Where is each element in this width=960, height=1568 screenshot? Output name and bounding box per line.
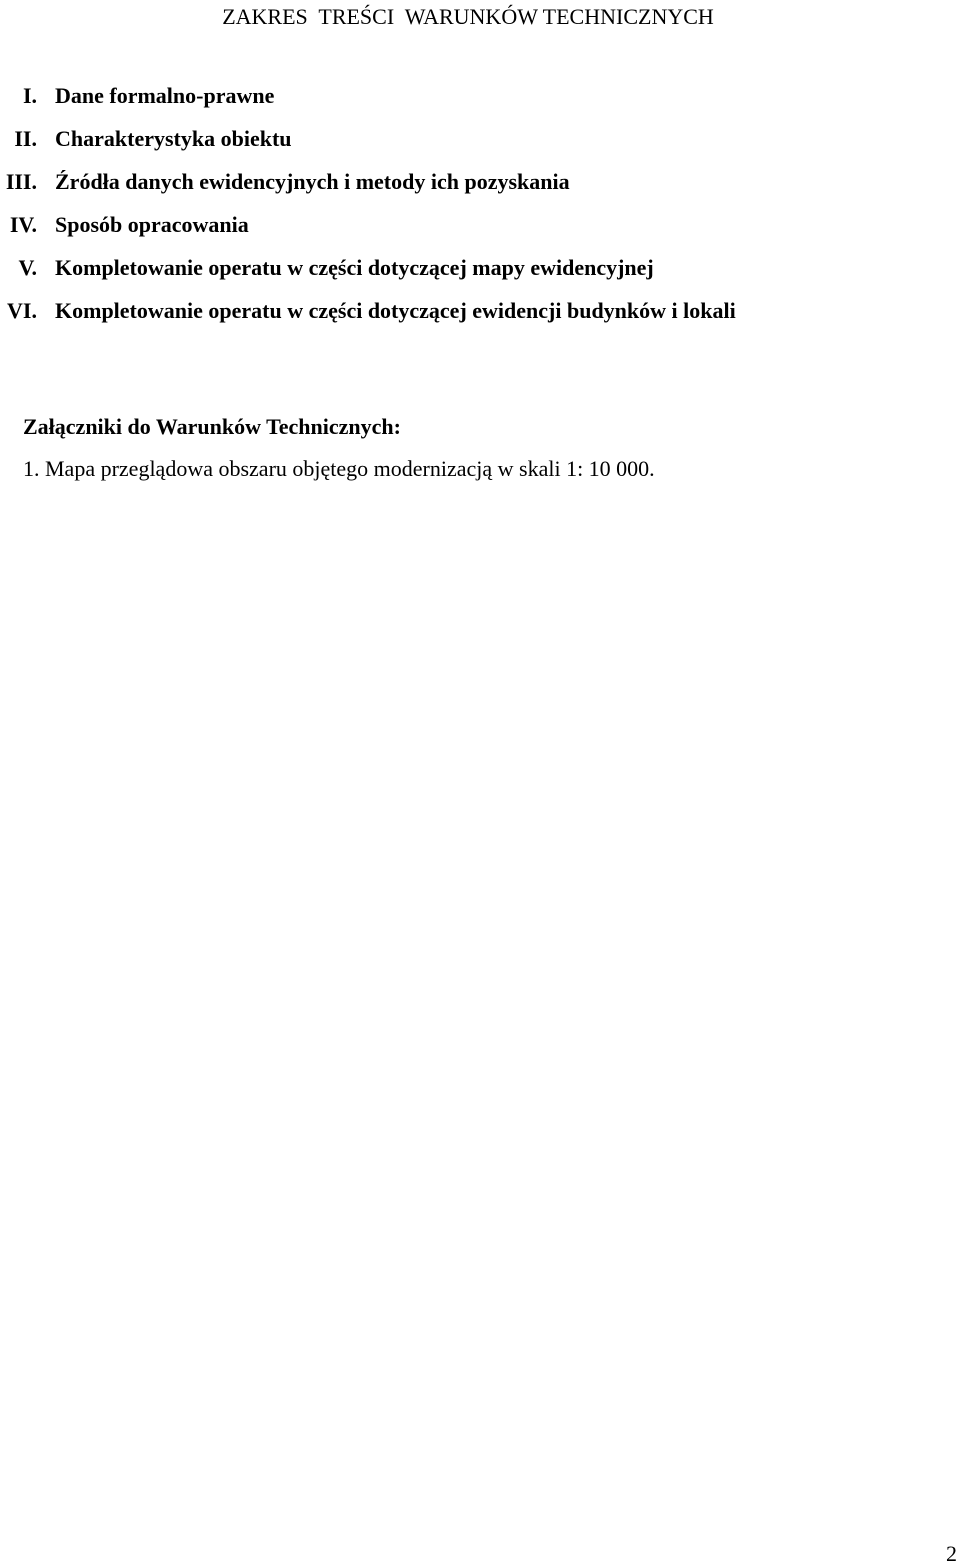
toc-numeral: I. [22,83,37,108]
page-number: 2 [946,1541,957,1566]
toc-numeral: II. [14,126,37,151]
toc-numeral: IV. [9,212,37,237]
toc-text: Kompletowanie operatu w części dotyczącej ewidencji budynków i lokali [55,298,736,323]
toc-numeral: III. [5,169,37,194]
toc-numeral: V. [18,255,37,280]
toc-item-1 [0,78,940,121]
attachments-heading: Załączniki do Warunków Technicznych: [23,414,401,439]
table-of-contents [0,78,940,336]
page-title: ZAKRES TREŚCI WARUNKÓW TECHNICZNYCH [222,4,714,29]
attachment-item: 1. Mapa przeglądowa obszaru objętego modernizacją w skali 1: 10 000. [23,456,655,481]
toc-item-5 [0,250,940,293]
toc-item-4 [0,207,940,250]
toc-text: Dane formalno-prawne [55,83,275,108]
toc-text: Sposób opracowania [55,212,249,237]
toc-numeral: VI. [7,298,37,323]
toc-item-2 [0,121,940,164]
toc-text: Charakterystyka obiektu [55,126,292,151]
toc-text: Kompletowanie operatu w części dotyczącej mapy ewidencyjnej [55,255,654,280]
toc-item-3 [0,164,940,207]
toc-item-6 [0,293,940,336]
toc-text: Źródła danych ewidencyjnych i metody ich pozyskania [55,169,570,194]
